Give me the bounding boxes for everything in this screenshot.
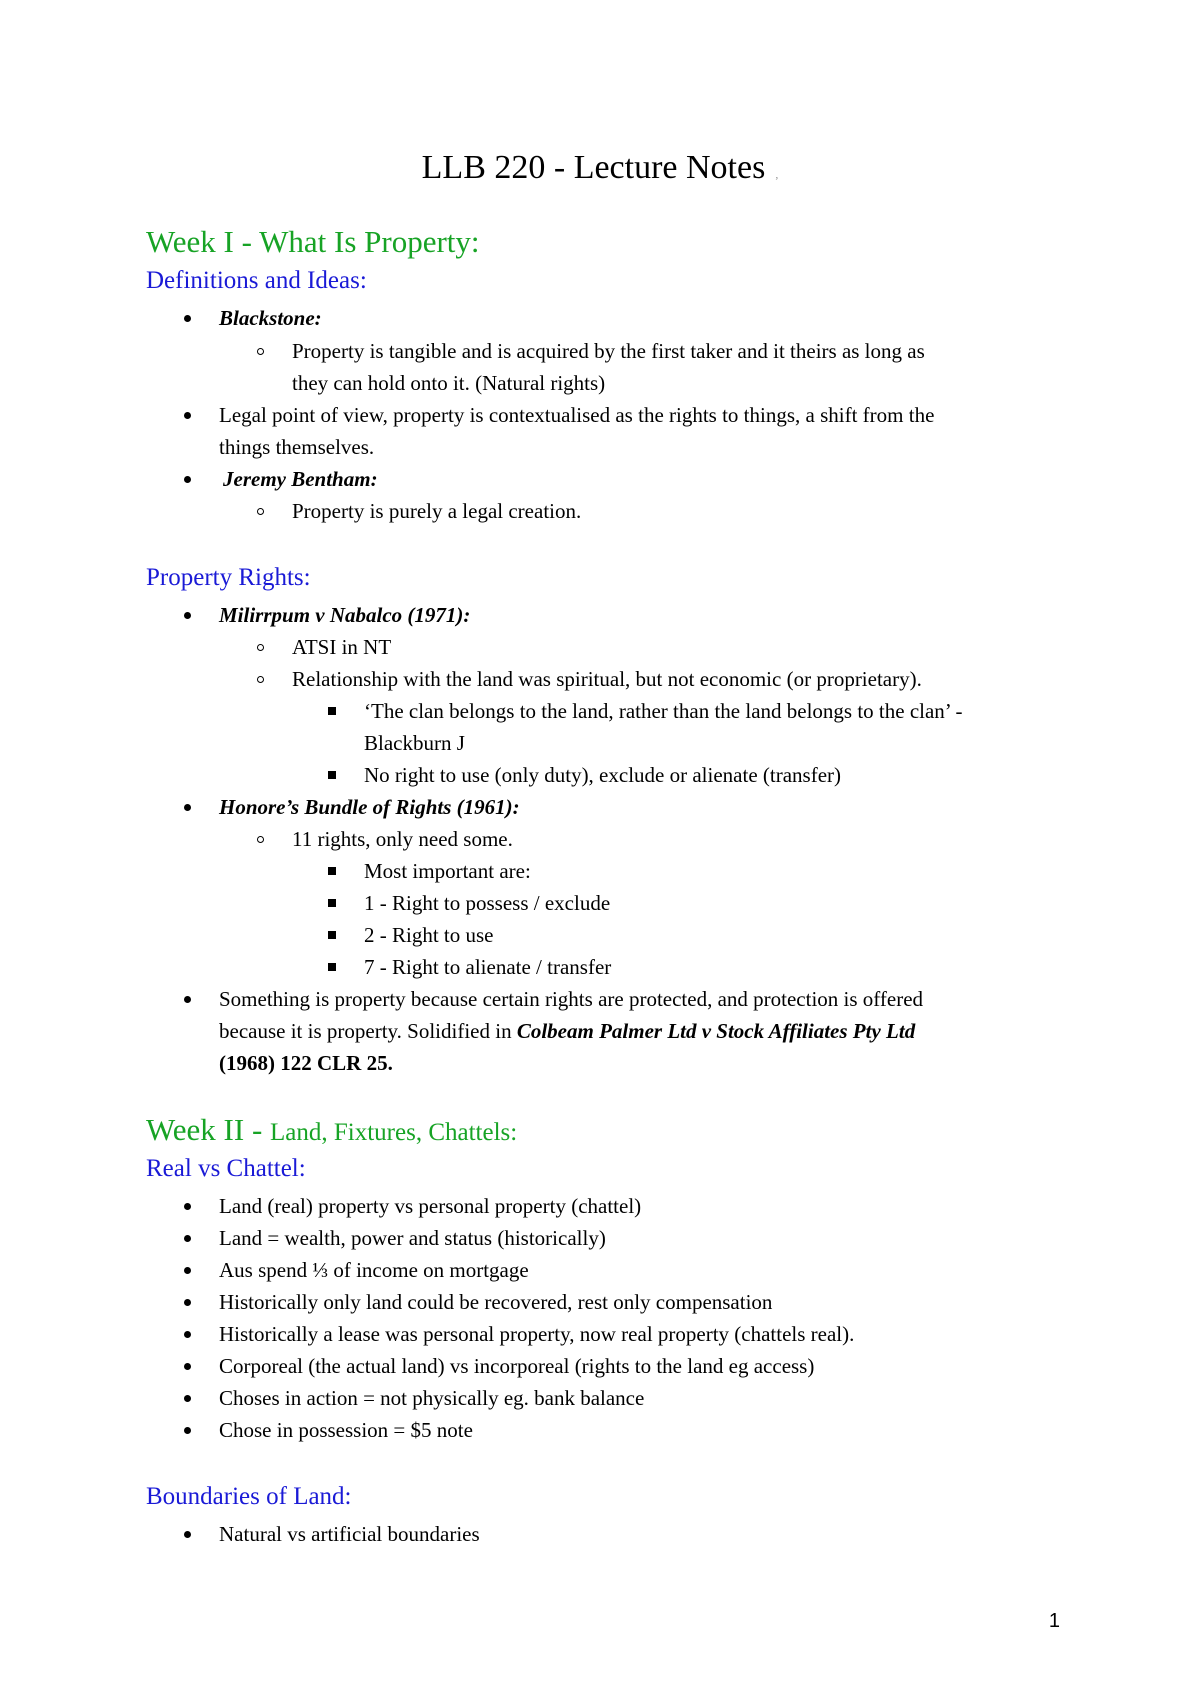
legal-item-line2: things themselves. — [219, 435, 375, 459]
honore-item: Honore’s Bundle of Rights (1961): — [219, 795, 520, 819]
legal-item-line1: Legal point of view, property is contextualised as the rights to things, a shift from the — [219, 403, 935, 427]
bullet-dot-icon — [184, 600, 191, 630]
bullet-dot-icon — [184, 1519, 191, 1549]
list-item: Corporeal (the actual land) vs incorporeal (rights to the land eg access) — [219, 1354, 815, 1378]
bentham-sub: Property is purely a legal creation. — [292, 499, 582, 523]
bullet-dot-icon — [184, 1287, 191, 1317]
week2-heading-main: Week II - — [146, 1112, 271, 1147]
bullet-dot-icon — [184, 1351, 191, 1381]
list-item: Aus spend ⅓ of income on mortgage — [219, 1258, 529, 1282]
right-7-item: 7 - Right to alienate / transfer — [364, 955, 612, 979]
boundaries-heading: Boundaries of Land: — [146, 1483, 352, 1510]
blackstone-sub-line2: they can hold onto it. (Natural rights) — [292, 371, 606, 395]
bullet-dot-icon — [184, 400, 191, 430]
most-important-item: Most important are: — [364, 859, 531, 883]
bullet-dot-icon — [184, 1415, 191, 1445]
bullet-circle-icon — [257, 496, 264, 526]
bullet-dot-icon — [184, 792, 191, 822]
list-item: Land (real) property vs personal property (chattel) — [219, 1194, 642, 1218]
bullet-square-icon — [328, 920, 336, 950]
atsi-item: ATSI in NT — [292, 635, 392, 659]
blackstone-sub-line1: Property is tangible and is acquired by the first taker and it theirs as long as — [292, 339, 925, 363]
bullet-dot-icon — [184, 984, 191, 1014]
milirrpum-item: Milirrpum v Nabalco (1971): — [219, 603, 471, 627]
list-item: Choses in action = not physically eg. bank balance — [219, 1386, 645, 1410]
definitions-heading: Definitions and Ideas: — [146, 267, 367, 294]
clan-item-line2: Blackburn J — [364, 731, 465, 755]
bullet-square-icon — [328, 952, 336, 982]
title-text: LLB 220 - Lecture Notes — [421, 149, 766, 186]
document-title — [0, 148, 1200, 194]
bullet-circle-icon — [257, 824, 264, 854]
bullet-dot-icon — [184, 464, 191, 494]
property-rights-heading: Property Rights: — [146, 564, 311, 591]
bullet-dot-icon — [184, 1255, 191, 1285]
something-item-line3: (1968) 122 CLR 25. — [219, 1051, 393, 1075]
week2-heading — [146, 1112, 517, 1151]
bullet-circle-icon — [257, 336, 264, 366]
list-item: Historically only land could be recovered, rest only compensation — [219, 1290, 773, 1314]
list-item: Chose in possession = $5 note — [219, 1418, 473, 1442]
right-1-item: 1 - Right to possess / exclude — [364, 891, 611, 915]
list-item: Natural vs artificial boundaries — [219, 1522, 480, 1546]
something-item-line1: Something is property because certain rights are protected, and protection is offered — [219, 987, 924, 1011]
week1-heading: Week I - What Is Property: — [146, 224, 480, 259]
right-2-item: 2 - Right to use — [364, 923, 494, 947]
eleven-rights-item: 11 rights, only need some. — [292, 827, 513, 851]
something-item-line2 — [219, 1016, 915, 1046]
real-vs-chattel-heading: Real vs Chattel: — [146, 1155, 306, 1182]
bullet-circle-icon — [257, 632, 264, 662]
bentham-item: Jeremy Bentham: — [223, 467, 378, 491]
blackstone-item: Blackstone: — [219, 306, 322, 330]
bullet-square-icon — [328, 856, 336, 886]
clan-item-line1: ‘The clan belongs to the land, rather than the land belongs to the clan’ - — [364, 699, 963, 723]
case-citation: Colbeam Palmer Ltd v Stock Affiliates Pty Ltd — [516, 1019, 916, 1043]
bullet-square-icon — [328, 696, 336, 726]
title-mark: , — [775, 167, 779, 181]
list-item: Historically a lease was personal property, now real property (chattels real). — [219, 1322, 855, 1346]
list-item: Land = wealth, power and status (historically) — [219, 1226, 606, 1250]
no-right-item: No right to use (only duty), exclude or alienate (transfer) — [364, 763, 842, 787]
bullet-dot-icon — [184, 1319, 191, 1349]
bullet-dot-icon — [184, 303, 191, 333]
bullet-dot-icon — [184, 1191, 191, 1221]
bullet-square-icon — [328, 760, 336, 790]
relationship-item: Relationship with the land was spiritual, but not economic (or proprietary). — [292, 667, 922, 691]
something-text: because it is property. Solidified in — [219, 1019, 517, 1043]
bullet-square-icon — [328, 888, 336, 918]
bullet-circle-icon — [257, 664, 264, 694]
bullet-dot-icon — [184, 1383, 191, 1413]
week2-heading-sub: Land, Fixtures, Chattels: — [270, 1119, 518, 1146]
page-number: 1 — [1048, 1610, 1060, 1632]
bullet-dot-icon — [184, 1223, 191, 1253]
